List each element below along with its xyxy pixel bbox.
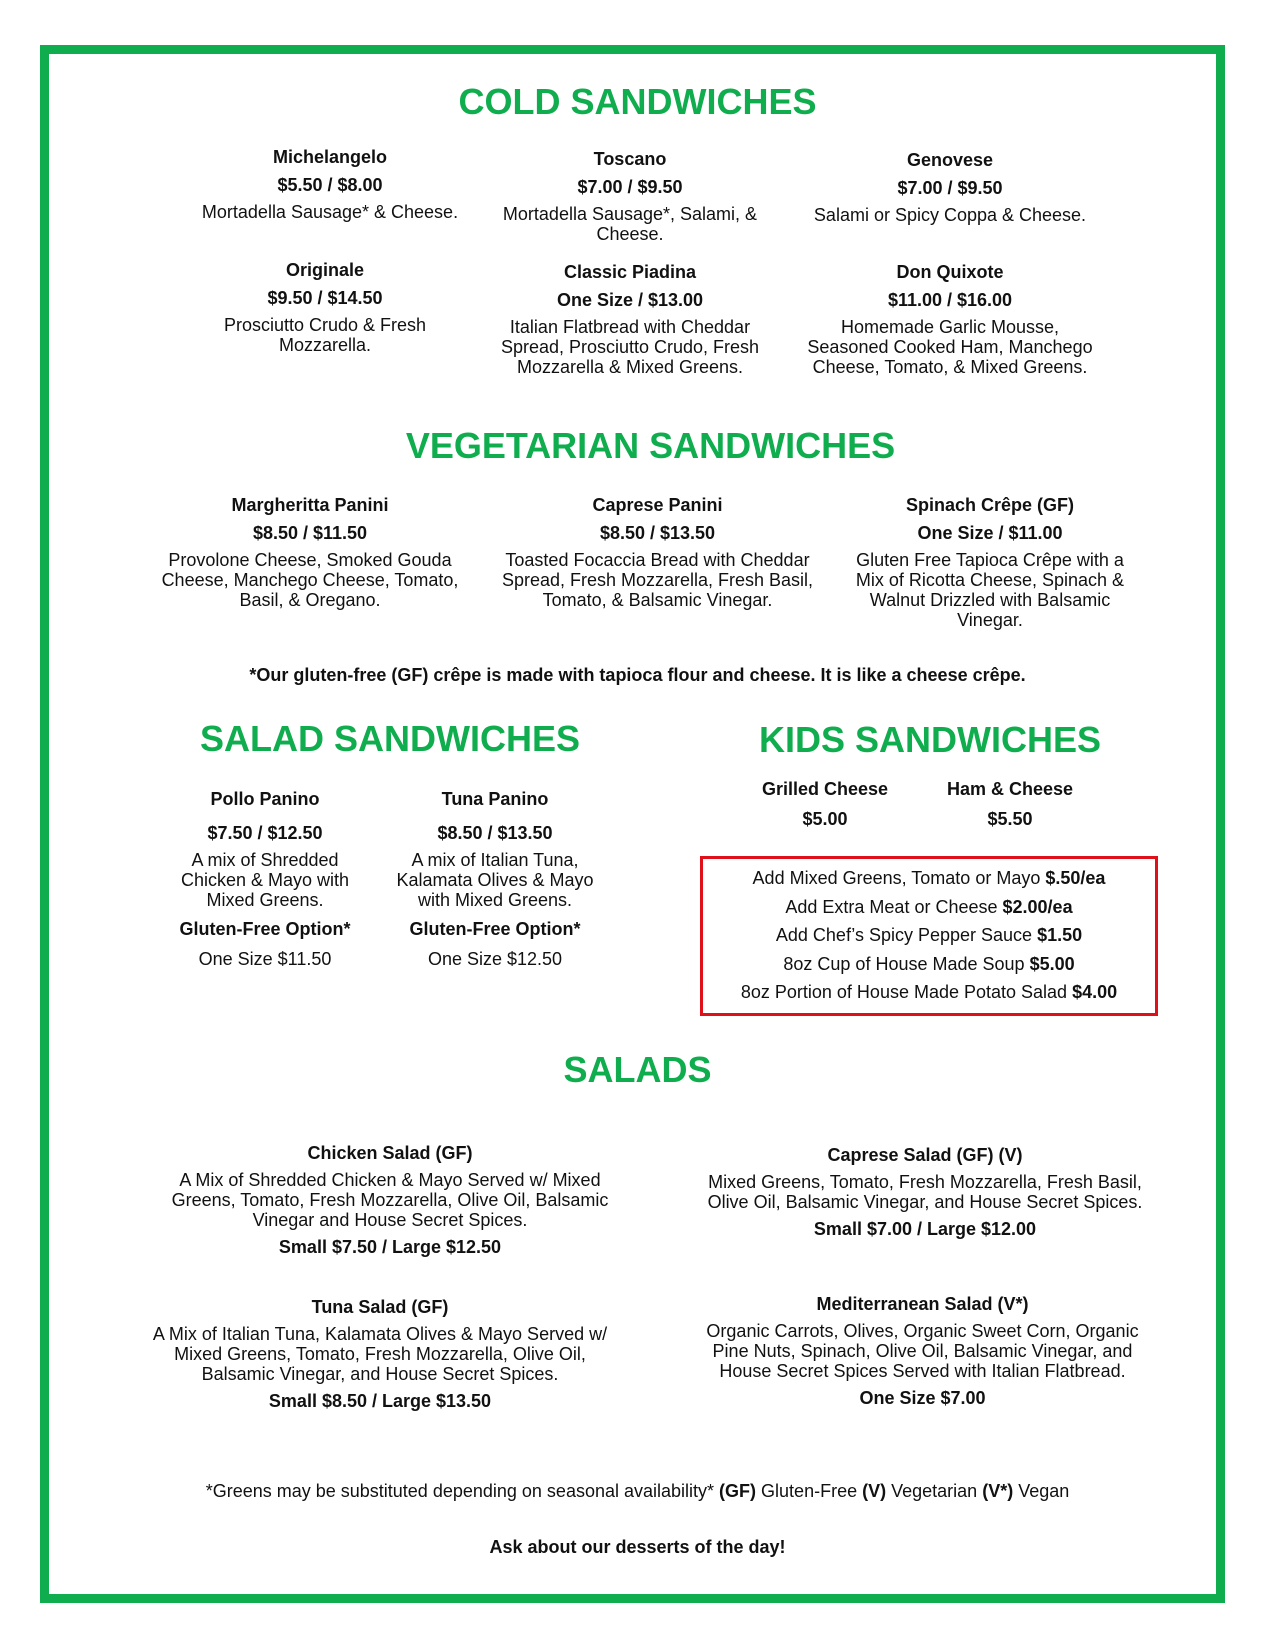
item-price: $5.50 — [987, 809, 1033, 829]
vegetarian-sandwiches-heading: VEGETARIAN SANDWICHES — [405, 425, 896, 466]
item-description: Salami or Spicy Coppa & Cheese. — [813, 205, 1087, 225]
item-price: $8.50 / $11.50 — [252, 523, 368, 543]
item-name: Michelangelo — [272, 147, 388, 167]
item-name: Ham & Cheese — [946, 779, 1074, 799]
item-name: Mediterranean Salad (V*) — [816, 1294, 1029, 1314]
item-description: Mortadella Sausage* & Cheese. — [201, 202, 459, 222]
item-price: $11.00 / $16.00 — [887, 290, 1013, 310]
menu-item-mediterranean-salad — [695, 1293, 1150, 1409]
item-description: Prosciutto Crudo & Fresh Mozzarella. — [223, 315, 427, 355]
item-name: Tuna Panino — [441, 789, 549, 809]
item-description: Mortadella Sausage*, Salami, & Cheese. — [502, 204, 758, 244]
item-name: Genovese — [906, 150, 994, 170]
menu-item-genovese — [800, 149, 1100, 225]
menu-item-tuna-panino — [390, 788, 600, 970]
item-price: $7.50 / $12.50 — [207, 823, 323, 843]
item-price: $7.00 / $9.50 — [897, 178, 1003, 198]
menu-item-grilled-cheese — [740, 778, 910, 830]
menu-item-toscano — [495, 148, 765, 244]
desserts-note: Ask about our desserts of the day! — [489, 1537, 786, 1557]
greens-note: *Greens may be substituted depending on seasonal availability* — [205, 1481, 715, 1501]
kids-sandwiches-heading: KIDS SANDWICHES — [758, 719, 1102, 760]
vegan-key: (V*) — [982, 1481, 1014, 1501]
item-price: Small $7.00 / Large $12.00 — [813, 1219, 1037, 1239]
item-price: $7.00 / $9.50 — [577, 177, 683, 197]
add-on-line — [703, 867, 1155, 889]
item-description: A mix of Shredded Chicken & Mayo with Mixed Greens. — [180, 850, 350, 910]
menu-item-caprese-panini — [495, 494, 820, 610]
add-on-text: 8oz Portion of House Made Potato Salad — [740, 982, 1068, 1002]
cold-sandwiches-heading: COLD SANDWICHES — [458, 81, 817, 122]
menu-item-originale — [210, 259, 440, 355]
item-name: Originale — [285, 260, 365, 280]
add-on-line — [703, 981, 1155, 1003]
menu-item-chicken-salad — [155, 1142, 625, 1258]
menu-item-ham-and-cheese — [935, 778, 1085, 830]
item-price: One Size / $13.00 — [556, 290, 704, 310]
item-price: One Size $7.00 — [859, 1388, 986, 1408]
vegetarian-label: Vegetarian — [891, 1481, 978, 1501]
menu-item-classic-piadina — [495, 261, 765, 377]
gluten-free-crepe-note: *Our gluten-free (GF) crêpe is made with tapioca flour and cheese. It is like a cheese crêpe. — [249, 665, 1026, 685]
add-ons-box — [700, 856, 1158, 1016]
item-name: Chicken Salad (GF) — [307, 1143, 473, 1163]
add-on-price: $1.50 — [1037, 925, 1083, 945]
menu-item-spinach-crepe — [845, 494, 1135, 630]
menu-item-don-quixote — [805, 261, 1095, 377]
item-description: A mix of Italian Tuna, Kalamata Olives & Mayo with Mixed Greens. — [396, 850, 594, 910]
dietary-legend — [0, 1480, 1275, 1502]
item-price: Small $8.50 / Large $13.50 — [268, 1391, 492, 1411]
menu-item-caprese-salad — [695, 1144, 1155, 1240]
add-on-price: $.50/ea — [1045, 868, 1106, 888]
item-price: $8.50 / $13.50 — [599, 523, 716, 543]
add-on-price: $2.00/ea — [1002, 896, 1073, 917]
item-description: Homemade Garlic Mousse, Seasoned Cooked Ham, Manchego Cheese, Tomato, & Mixed Greens. — [807, 317, 1093, 377]
item-name: Don Quixote — [896, 262, 1004, 282]
item-description: Italian Flatbread with Cheddar Spread, Prosciutto Crudo, Fresh Mozzarella & Mixed Greens. — [500, 317, 760, 377]
item-name: Classic Piadina — [563, 262, 697, 282]
item-price: $5.50 / $8.00 — [277, 175, 383, 195]
item-price: $5.00 — [802, 809, 848, 829]
item-price: $9.50 / $14.50 — [267, 288, 383, 308]
item-name: Spinach Crêpe (GF) — [905, 495, 1075, 515]
gf-key: (GF) — [719, 1481, 757, 1501]
item-description: Organic Carrots, Olives, Organic Sweet Corn, Organic Pine Nuts, Spinach, Olive Oil, Balsamic Vinegar, and House Secret Spices Served with Italian Flatbread. — [706, 1321, 1139, 1381]
item-description: A Mix of Italian Tuna, Kalamata Olives & Mayo Served w/ Mixed Greens, Tomato, Fresh Mozzarella, Olive Oil, Balsamic Vinegar, and House Secret Spices. — [152, 1324, 608, 1384]
add-on-line — [703, 896, 1155, 918]
add-on-text: Add Extra Meat or Cheese — [785, 896, 998, 917]
menu-item-margheritta-panini — [155, 494, 465, 610]
item-description: Gluten Free Tapioca Crêpe with a Mix of Ricotta Cheese, Spinach & Walnut Drizzled with Balsamic Vinegar. — [855, 550, 1125, 630]
item-name: Margheritta Panini — [231, 495, 389, 515]
gluten-free-option-label: Gluten-Free Option* — [179, 919, 351, 939]
item-description: Mixed Greens, Tomato, Fresh Mozzarella, Fresh Basil, Olive Oil, Balsamic Vinegar, and House Secret Spices. — [707, 1172, 1143, 1212]
add-on-line — [703, 953, 1155, 975]
item-name: Caprese Panini — [592, 495, 723, 515]
item-price: $8.50 / $13.50 — [437, 823, 553, 843]
vegan-label: Vegan — [1018, 1481, 1070, 1501]
add-on-text: 8oz Cup of House Made Soup — [783, 953, 1025, 974]
item-name: Toscano — [593, 149, 667, 169]
gf-label: Gluten-Free — [761, 1481, 858, 1501]
item-name: Caprese Salad (GF) (V) — [827, 1145, 1023, 1165]
item-name: Pollo Panino — [210, 789, 320, 809]
gluten-free-option-label: Gluten-Free Option* — [409, 919, 581, 939]
gluten-free-option-price: One Size $11.50 — [198, 949, 332, 969]
menu-item-michelangelo — [190, 146, 470, 222]
gluten-free-option-price: One Size $12.50 — [427, 949, 563, 969]
item-name: Tuna Salad (GF) — [311, 1297, 449, 1317]
add-on-line — [703, 924, 1155, 946]
menu-item-tuna-salad — [145, 1296, 615, 1412]
add-on-price: $4.00 — [1072, 982, 1118, 1002]
item-name: Grilled Cheese — [761, 779, 889, 799]
add-on-text: Add Mixed Greens, Tomato or Mayo — [752, 868, 1041, 888]
menu-item-pollo-panino — [165, 788, 365, 970]
vegetarian-key: (V) — [862, 1481, 887, 1501]
item-description: Toasted Focaccia Bread with Cheddar Spread, Fresh Mozzarella, Fresh Basil, Tomato, & Balsamic Vinegar. — [501, 550, 814, 610]
salads-heading: SALADS — [563, 1049, 712, 1090]
add-on-text: Add Chef’s Spicy Pepper Sauce — [775, 925, 1033, 945]
item-description: A Mix of Shredded Chicken & Mayo Served w/ Mixed Greens, Tomato, Fresh Mozzarella, Olive Oil, Balsamic Vinegar and House Secret Spices. — [171, 1170, 609, 1230]
salad-sandwiches-heading: SALAD SANDWICHES — [199, 718, 580, 759]
item-description: Provolone Cheese, Smoked Gouda Cheese, Manchego Cheese, Tomato, Basil, & Oregano. — [161, 550, 459, 610]
item-price: Small $7.50 / Large $12.50 — [278, 1237, 502, 1257]
item-price: One Size / $11.00 — [917, 523, 1063, 543]
add-on-price: $5.00 — [1029, 953, 1075, 974]
